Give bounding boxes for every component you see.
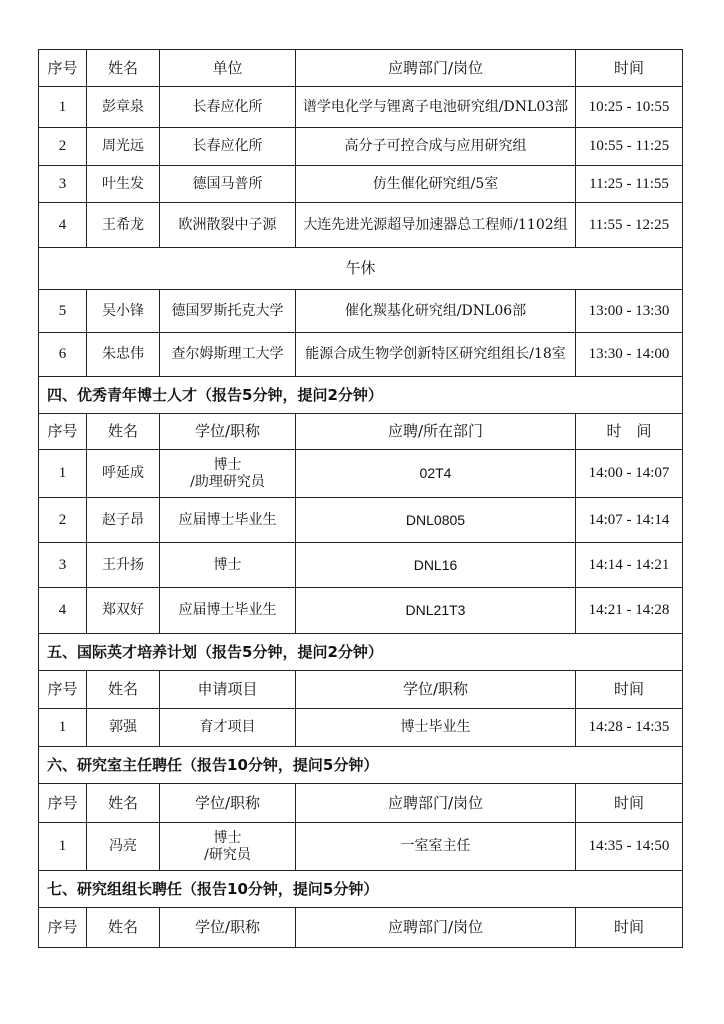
row-unit: 查尔姆斯理工大学 bbox=[160, 333, 296, 376]
header-degree: 学位/职称 bbox=[296, 671, 576, 708]
table-header-row bbox=[39, 784, 682, 823]
header-position: 应聘部门/岗位 bbox=[296, 784, 576, 822]
schedule-table bbox=[38, 49, 683, 948]
row-index: 3 bbox=[39, 166, 87, 202]
section-title: 七、研究组组长聘任（报告10分钟，提问5分钟） bbox=[47, 879, 379, 898]
header-time: 时间 bbox=[613, 918, 644, 936]
row-time: 14:00 - 14:07 bbox=[588, 465, 670, 481]
row-name: 叶生发 bbox=[87, 166, 160, 202]
header-index: 序号 bbox=[39, 414, 87, 449]
header-degree: 学位/职称 bbox=[160, 908, 296, 947]
header-index: 序号 bbox=[39, 50, 87, 86]
lunch-break-label: 午休 bbox=[345, 260, 376, 277]
row-unit: 德国罗斯托克大学 bbox=[160, 290, 296, 332]
row-time: 14:35 - 14:50 bbox=[588, 838, 670, 854]
row-unit: 德国马普所 bbox=[160, 166, 296, 202]
row-index: 1 bbox=[39, 450, 87, 497]
section-title: 六、研究室主任聘任（报告10分钟，提问5分钟） bbox=[47, 755, 379, 774]
table-row bbox=[39, 166, 682, 203]
table-row bbox=[39, 87, 682, 128]
section-title: 四、优秀青年博士人才（报告5分钟，提问2分钟） bbox=[47, 385, 383, 404]
row-index: 1 bbox=[39, 823, 87, 870]
row-position: 大连先进光源超导加速器总工程师/1102组 bbox=[296, 203, 576, 247]
row-index: 1 bbox=[39, 709, 87, 746]
row-index: 3 bbox=[39, 543, 87, 587]
row-name: 王升扬 bbox=[87, 543, 160, 587]
table-row bbox=[39, 333, 682, 377]
row-unit: 长春应化所 bbox=[160, 87, 296, 127]
row-degree: 博士 /助理研究员 bbox=[160, 450, 296, 497]
table-header-row bbox=[39, 671, 682, 709]
row-time: 14:14 - 14:21 bbox=[588, 556, 670, 573]
table-row bbox=[39, 450, 682, 498]
row-degree: 博士 /研究员 bbox=[160, 823, 296, 870]
header-degree: 学位/职称 bbox=[160, 784, 296, 822]
section-title-row bbox=[39, 634, 682, 671]
header-position: 应聘部门/岗位 bbox=[296, 50, 576, 86]
row-unit: 欧洲散裂中子源 bbox=[160, 203, 296, 247]
row-department: DNL21T3 bbox=[296, 588, 576, 633]
section-title-row bbox=[39, 871, 682, 908]
row-index: 4 bbox=[39, 588, 87, 633]
row-degree: 应届博士毕业生 bbox=[160, 498, 296, 542]
table-row bbox=[39, 203, 682, 248]
row-name: 冯亮 bbox=[87, 823, 160, 870]
row-time: 11:55 - 12:25 bbox=[588, 216, 670, 233]
row-project: 育才项目 bbox=[160, 709, 296, 746]
table-row bbox=[39, 823, 682, 871]
row-time: 14:21 - 14:28 bbox=[588, 602, 670, 618]
row-name: 吴小锋 bbox=[87, 290, 160, 332]
row-position: 高分子可控合成与应用研究组 bbox=[296, 128, 576, 165]
row-department: DNL16 bbox=[296, 543, 576, 587]
header-name: 姓名 bbox=[87, 671, 160, 708]
row-time: 13:30 - 14:00 bbox=[588, 346, 670, 362]
row-name: 呼延成 bbox=[87, 450, 160, 497]
table-row bbox=[39, 588, 682, 634]
header-time: 时间 bbox=[613, 793, 644, 812]
row-time: 13:00 - 13:30 bbox=[588, 302, 670, 319]
row-time: 11:25 - 11:55 bbox=[589, 175, 669, 192]
header-name: 姓名 bbox=[87, 50, 160, 86]
row-degree: 博士毕业生 bbox=[296, 709, 576, 746]
row-time: 10:55 - 11:25 bbox=[588, 138, 670, 154]
header-index: 序号 bbox=[39, 784, 87, 822]
table-row bbox=[39, 543, 682, 588]
row-degree: 应届博士毕业生 bbox=[160, 588, 296, 633]
section-title-row bbox=[39, 747, 682, 784]
section-title: 五、国际英才培养计划（报告5分钟，提问2分钟） bbox=[47, 642, 383, 661]
table-row bbox=[39, 709, 682, 747]
row-position: 一室室主任 bbox=[296, 823, 576, 870]
row-name: 周光远 bbox=[87, 128, 160, 165]
header-name: 姓名 bbox=[87, 908, 160, 947]
table-row bbox=[39, 498, 682, 543]
row-index: 2 bbox=[39, 498, 87, 542]
row-name: 朱忠伟 bbox=[87, 333, 160, 376]
header-project: 申请项目 bbox=[160, 671, 296, 708]
table-header-row bbox=[39, 414, 682, 450]
header-time: 时间 bbox=[613, 58, 644, 77]
row-time: 14:28 - 14:35 bbox=[588, 719, 670, 735]
header-time: 时间 bbox=[613, 680, 644, 698]
header-unit: 单位 bbox=[160, 50, 296, 86]
row-index: 1 bbox=[39, 87, 87, 127]
row-time: 10:25 - 10:55 bbox=[588, 98, 670, 115]
row-position: 谱学电化学与锂离子电池研究组/DNL03部 bbox=[296, 87, 576, 127]
break-row bbox=[39, 248, 682, 290]
table-header-row bbox=[39, 49, 682, 87]
header-name: 姓名 bbox=[87, 784, 160, 822]
header-department: 应聘/所在部门 bbox=[296, 414, 576, 449]
row-degree: 博士 bbox=[160, 543, 296, 587]
header-time: 时 间 bbox=[606, 422, 652, 440]
table-row bbox=[39, 290, 682, 333]
row-name: 郑双好 bbox=[87, 588, 160, 633]
row-index: 6 bbox=[39, 333, 87, 376]
row-position: 仿生催化研究组/5室 bbox=[296, 166, 576, 202]
row-name: 王希龙 bbox=[87, 203, 160, 247]
row-department: 02T4 bbox=[296, 450, 576, 497]
row-time: 14:07 - 14:14 bbox=[588, 511, 670, 528]
row-position: 能源合成生物学创新特区研究组组长/18室 bbox=[296, 333, 576, 376]
row-name: 郭强 bbox=[87, 709, 160, 746]
row-index: 5 bbox=[39, 290, 87, 332]
row-department: DNL0805 bbox=[296, 498, 576, 542]
header-position: 应聘部门/岗位 bbox=[296, 908, 576, 947]
header-name: 姓名 bbox=[87, 414, 160, 449]
row-name: 赵子昂 bbox=[87, 498, 160, 542]
table-header-row bbox=[39, 908, 682, 948]
row-index: 2 bbox=[39, 128, 87, 165]
section-title-row bbox=[39, 377, 682, 414]
row-unit: 长春应化所 bbox=[160, 128, 296, 165]
header-degree: 学位/职称 bbox=[160, 414, 296, 449]
row-position: 催化羰基化研究组/DNL06部 bbox=[296, 290, 576, 332]
header-index: 序号 bbox=[39, 671, 87, 708]
table-row bbox=[39, 128, 682, 166]
row-name: 彭章泉 bbox=[87, 87, 160, 127]
header-index: 序号 bbox=[39, 908, 87, 947]
row-index: 4 bbox=[39, 203, 87, 247]
